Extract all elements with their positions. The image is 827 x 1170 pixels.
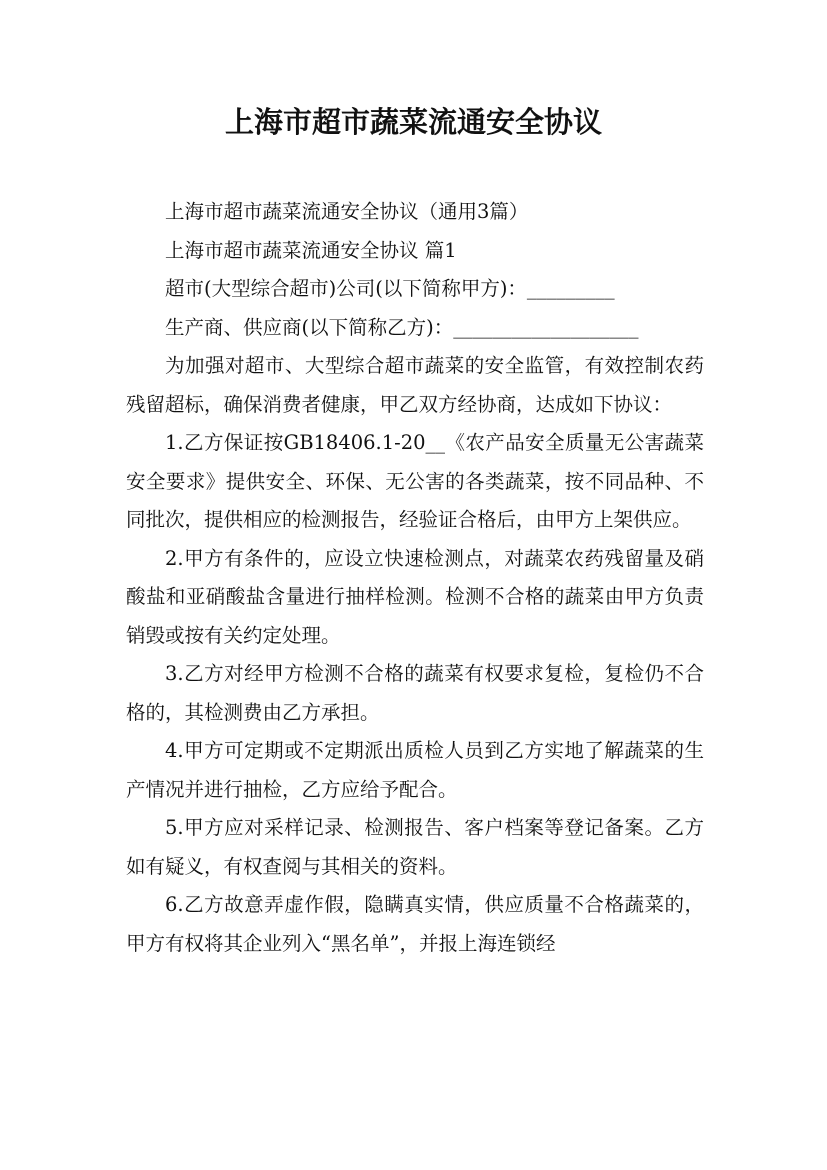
document-title: 上海市超市蔬菜流通安全协议 — [224, 105, 602, 139]
paragraph-party-a: 超市(大型综合超市)公司(以下简称甲方)：_________ — [165, 277, 615, 300]
paragraph-preamble: 为加强对超市、大型综合超市蔬菜的安全监管，有效控制农药残留超标，确保消费者健康，甲乙双方经协商，达成如下协议： — [126, 354, 704, 416]
clause-2: 2.甲方有条件的，应设立快速检测点，对蔬菜农药残留量及硝酸盐和亚硝酸盐含量进行抽样检测。检测不合格的蔬菜由甲方负责销毁或按有关约定处理。 — [126, 546, 704, 647]
clause-6: 6.乙方故意弄虚作假，隐瞒真实情，供应质量不合格蔬菜的，甲方有权将其企业列入“黑名单”，并报上海连锁经 — [126, 893, 704, 955]
paragraph-party-b: 生产商、供应商(以下简称乙方)：___________________ — [165, 315, 639, 339]
clause-1: 1.乙方保证按GB18406.1-20__《农产品安全质量无公害蔬菜安全要求》提供安全、环保、无公害的各类蔬菜，按不同品种、不同批次，提供相应的检测报告，经验证合格后，由甲方上架供应。 — [126, 431, 704, 531]
clause-4: 4.甲方可定期或不定期派出质检人员到乙方实地了解蔬菜的生产情况并进行抽检，乙方应给予配合。 — [126, 739, 704, 801]
clause-3: 3.乙方对经甲方检测不合格的蔬菜有权要求复检，复检仍不合格的，其检测费由乙方承担。 — [126, 662, 704, 724]
paragraph-subtitle: 上海市超市蔬菜流通安全协议（通用3篇） — [165, 200, 529, 223]
clause-5: 5.甲方应对采样记录、检测报告、客户档案等登记备案。乙方如有疑义，有权查阅与其相关的资料。 — [126, 816, 704, 878]
document-body — [126, 193, 704, 963]
paragraph-section-heading: 上海市超市蔬菜流通安全协议 篇1 — [165, 238, 457, 262]
